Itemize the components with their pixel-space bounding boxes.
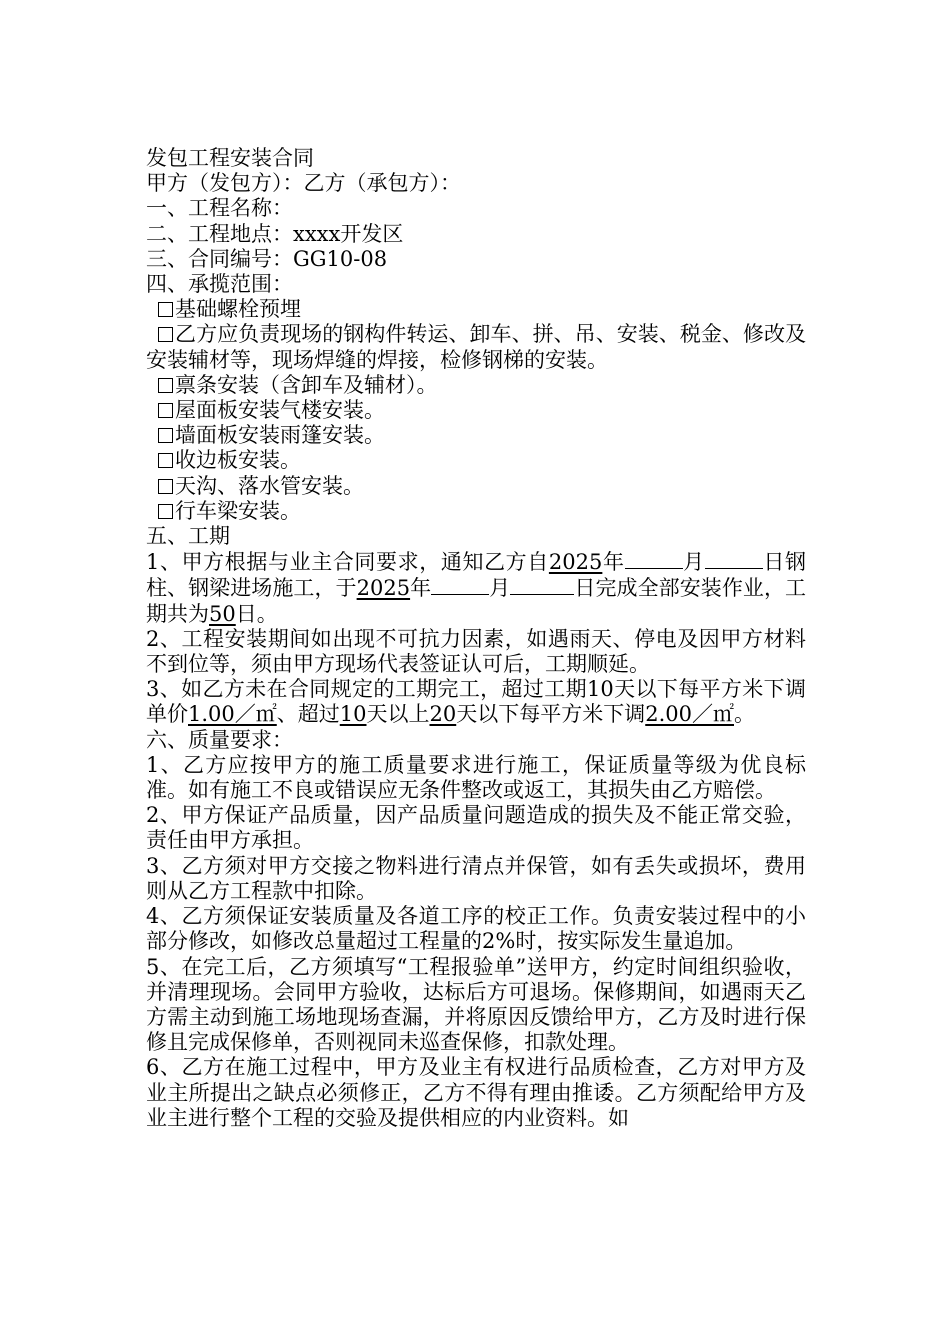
scope-item-text: 禀条安装（含卸车及辅材）。 xyxy=(175,372,438,397)
end-day-blank xyxy=(510,575,574,595)
checkbox-icon xyxy=(158,327,173,342)
schedule-clause-1: 1、甲方根据与业主合同要求，通知乙方自2025年 月 日钢柱、钢梁进场施工，于2025年 月 日完成全部安装作业，工期共为50日。 xyxy=(146,550,807,626)
checkbox-icon xyxy=(158,504,173,519)
schedule-heading: 五、工期 xyxy=(146,524,230,549)
quality-clause: 2、甲方保证产品质量，因产品质量问题造成的损失及不能正常交验，责任由甲方承担。 xyxy=(146,803,806,853)
quality-clause: 5、在完工后，乙方须填写“工程报验单”送甲方，约定时间组织验收，并清理现场。会同甲方验收，达标后方可退场。保修期间，如遇雨天乙方需主动到施工场地现场查漏，并将原因反馈给甲方，乙方及时进行保修且完成保修单，否则视同未巡查保修，扣款处理。 xyxy=(146,954,806,1055)
scope-item-text: 基础螺栓预埋 xyxy=(175,297,301,322)
schedule-clause-3: 3、如乙方未在合同规定的工期完工，超过工期10天以下每平方米下调单价1.00／㎡、超过10天以上20天以下每平方米下调2.00／㎡。 xyxy=(146,677,806,727)
project-name-line: 一、工程名称： xyxy=(146,196,293,221)
contract-number-line: 三、合同编号：GG10-08 xyxy=(146,246,388,271)
document-title: 发包工程安装合同 xyxy=(146,146,314,170)
penalty-days-1: 10 xyxy=(339,702,367,727)
project-location-line: 二、工程地点：xxxx开发区 xyxy=(146,221,404,246)
quality-clause: 6、乙方在施工过程中，甲方及业主有权进行品质检查，乙方对甲方及业主所提出之缺点必须修正，乙方不得有理由推诿。乙方须配给甲方及业主进行整个工程的交验及提供相应的内业资料。如 xyxy=(146,1055,806,1130)
scope-item-text: 天沟、落水管安装。 xyxy=(175,473,364,498)
end-month-blank xyxy=(431,575,489,595)
scope-heading: 四、承揽范围： xyxy=(146,272,293,297)
contract-document xyxy=(146,146,806,1131)
quality-clause: 4、乙方须保证安装质量及各道工序的校正工作。负责安装过程中的小部分修改，如修改总量超过工程量的2%时，按实际发生量追加。 xyxy=(146,904,806,954)
scope-item xyxy=(146,448,806,473)
scope-item xyxy=(146,474,806,499)
scope-item xyxy=(146,322,806,372)
scope-item xyxy=(146,423,806,448)
checkbox-icon xyxy=(158,428,173,443)
scope-item xyxy=(146,297,806,322)
scope-item xyxy=(146,373,806,398)
quality-clause: 3、乙方须对甲方交接之物料进行清点并保管，如有丢失或损坏，费用则从乙方工程款中扣除。 xyxy=(146,853,806,903)
penalty-price-2: 2.00／㎡ xyxy=(645,702,734,727)
penalty-price-1: 1.00／㎡ xyxy=(188,702,277,727)
scope-item-text: 行车梁安装。 xyxy=(175,498,301,523)
checkbox-icon xyxy=(158,378,173,393)
checkbox-icon xyxy=(158,479,173,494)
checkbox-icon xyxy=(158,302,173,317)
start-year-field: 2025 xyxy=(548,550,603,575)
scope-item-text: 屋面板安装气楼安装。 xyxy=(175,398,385,423)
schedule-clause-2: 2、工程安装期间如出现不可抗力因素，如遇雨天、停电及因甲方材料不到位等，须由甲方现场代表签证认可后，工期顺延。 xyxy=(146,626,806,677)
scope-item xyxy=(146,499,806,524)
scope-item-text: 乙方应负责现场的钢构件转运、卸车、拼、吊、安装、税金、修改及安装辅材等，现场焊缝的焊接，检修钢梯的安装。 xyxy=(146,322,806,372)
end-year-field: 2025 xyxy=(356,576,411,601)
quality-heading: 六、质量要求： xyxy=(146,727,293,752)
parties-line: 甲方（发包方）：乙方（承包方）： xyxy=(146,171,461,196)
scope-item-text: 墙面板安装雨篷安装。 xyxy=(175,423,385,448)
scope-item-text: 收边板安装。 xyxy=(175,448,301,473)
quality-clause: 1、乙方应按甲方的施工质量要求进行施工，保证质量等级为优良标准。如有施工不良或错误应无条件整改或返工，其损失由乙方赔偿。 xyxy=(146,752,806,803)
duration-days-field: 50 xyxy=(209,601,236,626)
penalty-days-2: 20 xyxy=(429,702,457,727)
start-month-blank xyxy=(625,549,683,569)
start-day-blank xyxy=(705,549,763,569)
scope-item xyxy=(146,398,806,423)
checkbox-icon xyxy=(158,453,173,468)
checkbox-icon xyxy=(158,403,173,418)
